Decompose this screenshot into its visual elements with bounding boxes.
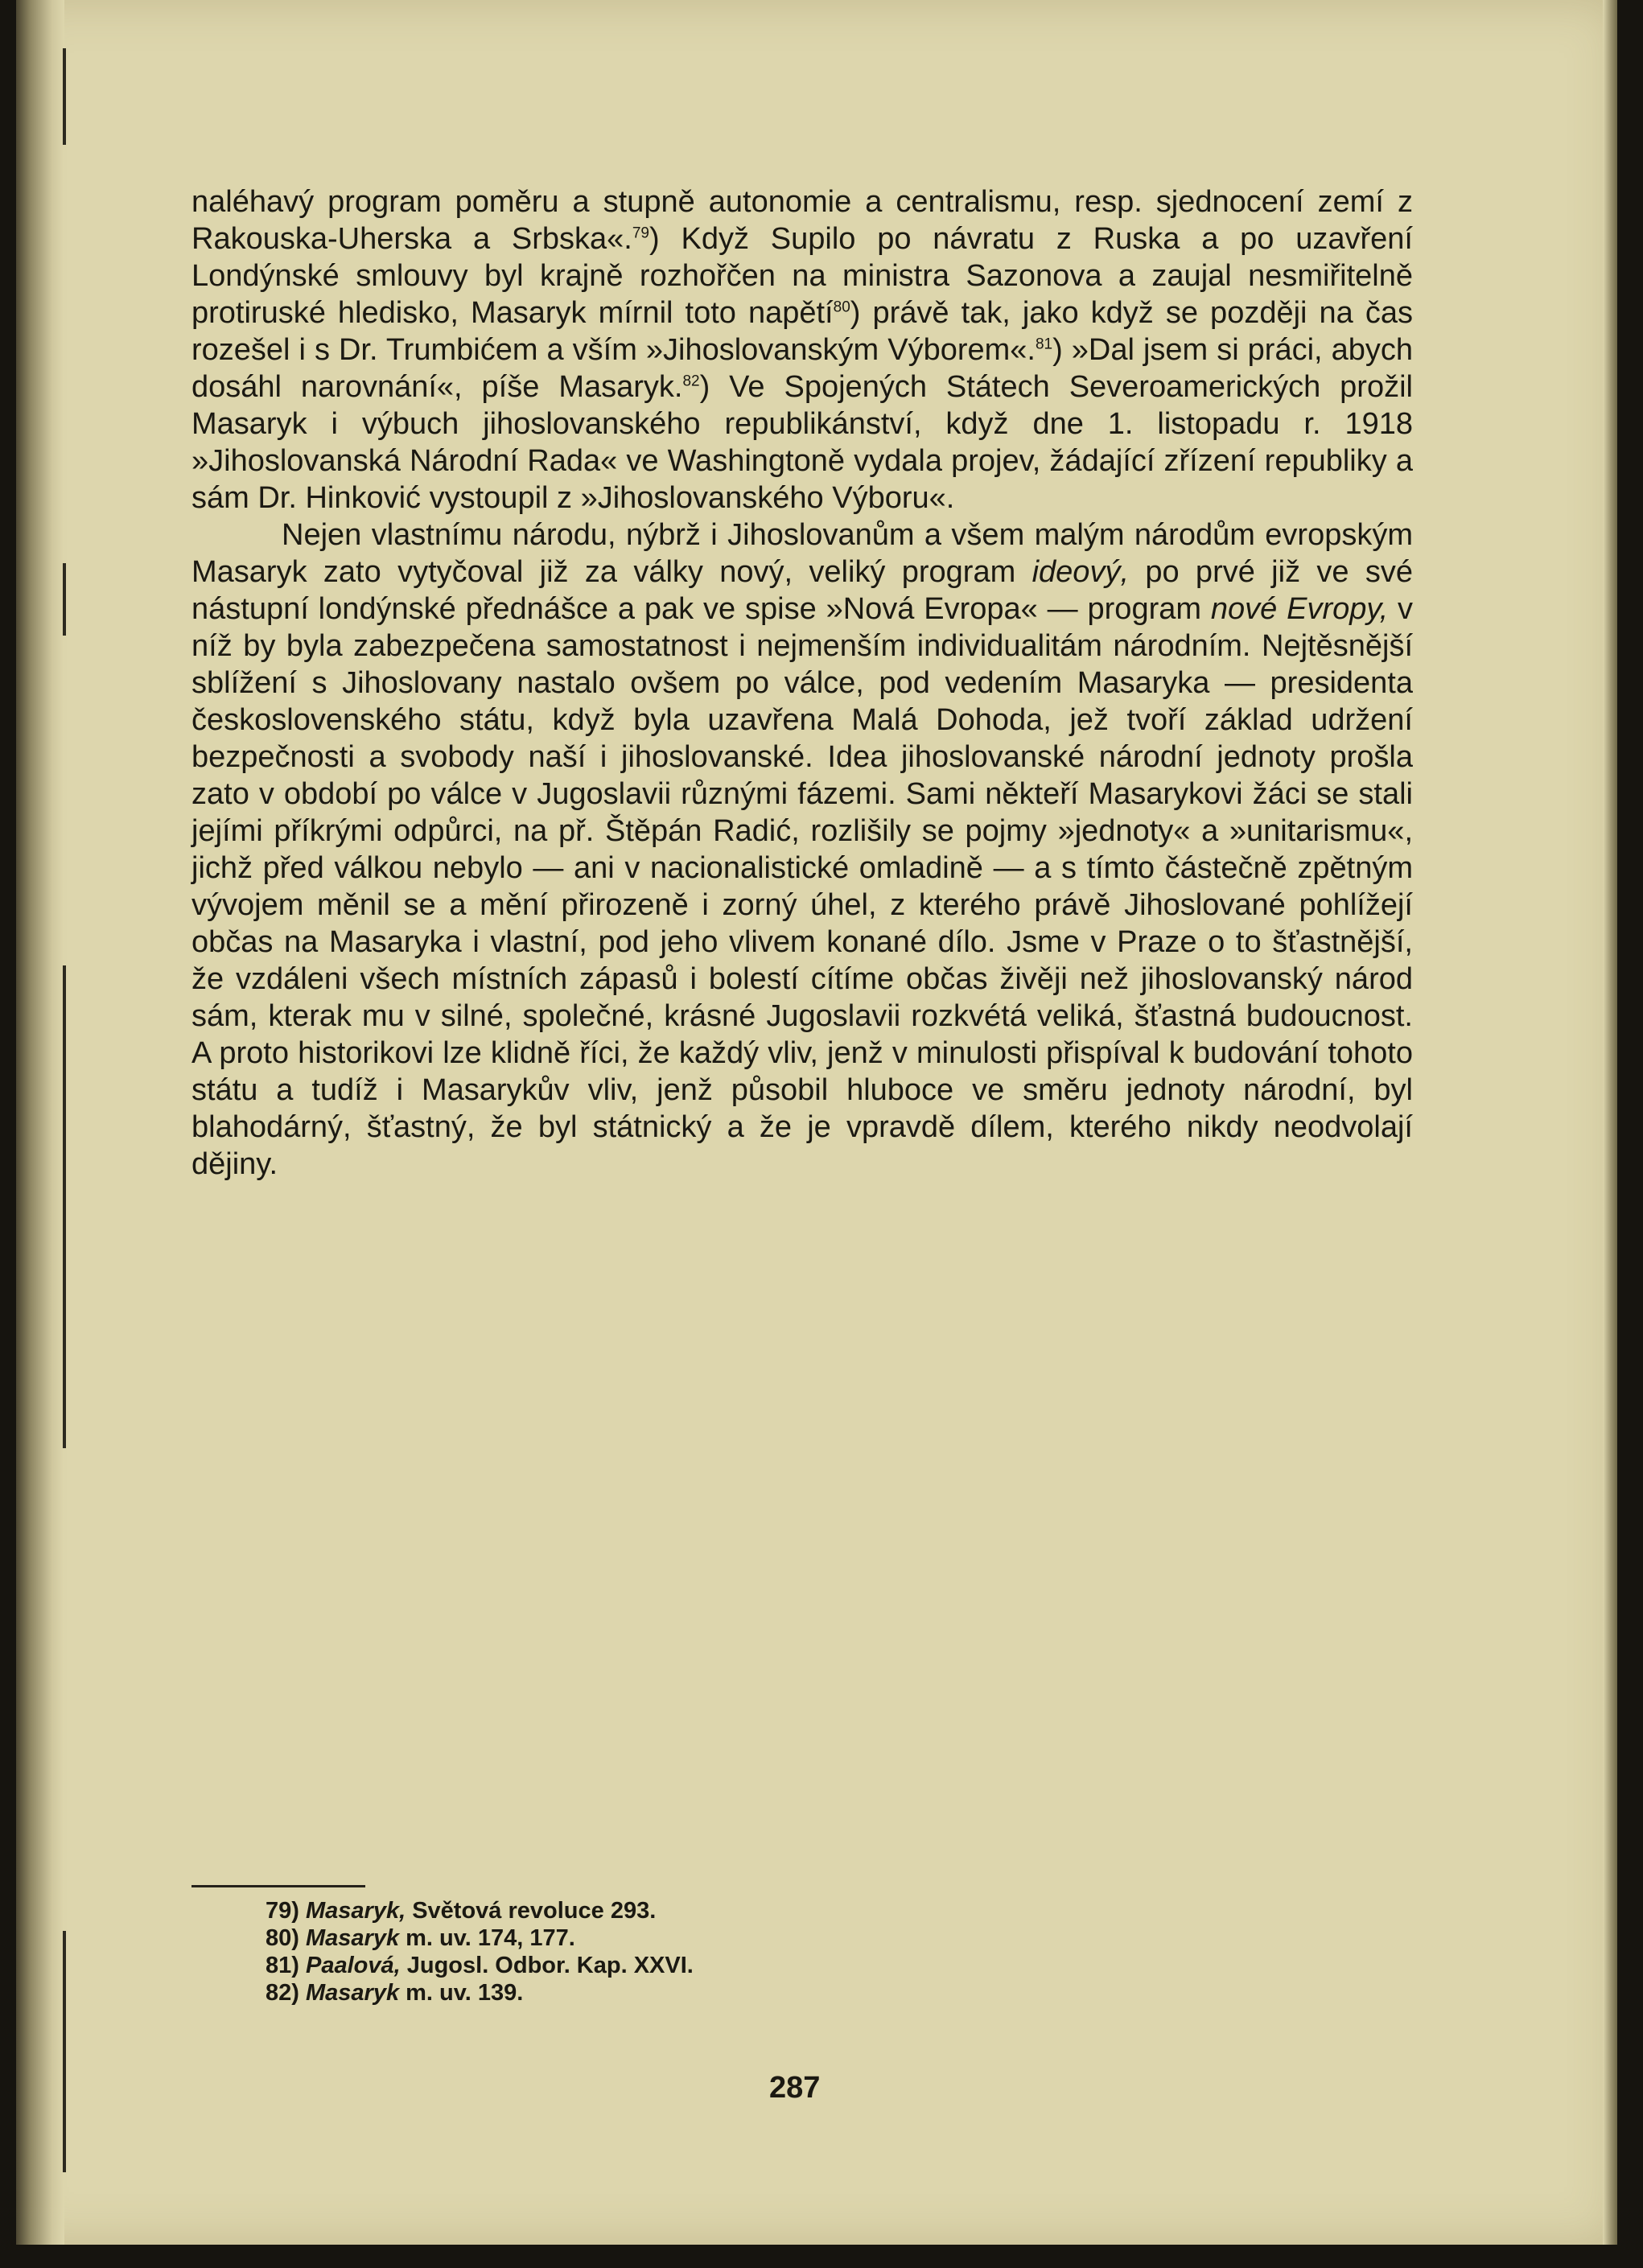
footnote-text: m. uv. 174, 177. [406,1925,575,1951]
footnote-ref: 82 [682,373,700,390]
footnote-mark: 82) [266,1980,299,2006]
text-run: naléhavý program poměru a stupně autonomie a centralismu, resp. sjednocení zemí z Rakouska-Uherska a Srbska«. [191,185,1413,256]
footnote-mark: 80) [266,1925,299,1951]
footnote-author: Paalová, [305,1953,401,1978]
footnote [266,1897,1151,1924]
binding-mark [63,48,66,145]
binding-mark [63,1931,66,2172]
text-run: v níž by byla zabezpečena samostatnost i nejmenším individualitám národním. Nejtěsnější sblížení s Jihoslovany nastalo ovšem po válce, pod vedením Masaryka — presidenta československého státu, když byla uzavřena Malá Dohoda, jež tvoří základ udržení bezpečnosti a svobody naší i jihoslovanské. Idea jihoslovanské národní jednoty prošla zato v období po válce v Jugoslavii různými fázemi. Sami někteří Masarykovi žáci se stali jejími příkrými odpůrci, na př. Štěpán Radić, rozlišily se pojmy »jednoty« a »unitarismu«, jichž před válkou nebylo — ani v nacionalistické omladině — a s tímto částečně zpětným vývojem měnil se a mění přirozeně i zorný úhel, z kterého právě Jihoslované pohlížejí občas na Masaryka i vlastní, pod jeho vlivem konané dílo. Jsme v Praze o to šťastnější, že vzdáleni všech místních zápasů i bolestí cítíme občas živěji než jihoslovanský národ sám, kterak mu v silné, společné, krásné Jugoslavii rozkvétá veliká, šťastná budoucnost. A proto historikovi lze klidně říci, že každý vliv, jenž v minulosti přispíval k budování tohoto státu a tudíž i Masarykův vliv, jenž působil hluboce ve směru jednoty národní, byl blahodárný, šťastný, že byl státnický a že je vpravdě dílem, kterého nikdy neodvolají dějiny. [191,592,1413,1181]
footnote-mark: 81) [266,1953,299,1978]
text-run: ) »Dal jsem si práci, abych dosáhl narovnání«, píše Masaryk. [191,333,1413,404]
main-text [191,183,1413,1183]
text-run: ) právě tak, jako když se později na čas rozešel i s Dr. Trumbićem a vším »Jihoslovanským Výborem«. [191,296,1414,367]
page-binding-shadow [16,0,64,2245]
footnote-mark: 79) [266,1898,299,1924]
footnote-ref: 79 [632,224,649,242]
paragraph [191,183,1413,517]
footnote-ref: 81 [1035,335,1053,353]
footnotes [266,1897,1151,2007]
footnote-divider [191,1885,365,1887]
text-run: ) Když Supilo po návratu z Ruska a po uzavření Londýnské smlouvy byl krajně rozhořčen na ministra Sazonova a zaujal nesmiřitelně protiruské hledisko, Masaryk mírnil toto napětí [191,222,1413,330]
paragraph [191,517,1413,1183]
footnote [266,1952,1151,1979]
footnote [266,1979,1151,2007]
page-number: 287 [769,2071,821,2105]
text-run: ) Ve Spojených Státech Severoamerických prožil Masaryk i výbuch jihoslovanského republikánství, když dne 1. listopadu r. 1918 »Jihoslovanská Národní Rada« ve Washingtoně vydala projev, žádající zřízení republiky a sám Dr. Hinković vystoupil z »Jihoslovanského Výboru«. [191,370,1413,515]
footnote-text: Světová revoluce 293. [412,1898,657,1924]
emphasis: nové Evropy, [1210,592,1389,626]
page-edge-shadow [1603,0,1617,2245]
footnote-author: Masaryk [305,1980,400,2006]
footnote-author: Masaryk, [305,1898,406,1924]
footnote-text: m. uv. 139. [406,1980,524,2006]
footnote-author: Masaryk [305,1925,400,1951]
footnote-ref: 80 [833,298,850,316]
binding-mark [63,965,66,1448]
text-run: Nejen vlastnímu národu, nýbrž i Jihoslovanům a všem malým národům evropským Masaryk zato vytyčoval již za války nový, veliký program [191,518,1413,589]
text-run: po prvé již ve své nástupní londýnské přednášce a pak ve spise »Nová Evropa« — program [191,555,1413,626]
emphasis: ideový, [1032,555,1129,589]
footnote-text: Jugosl. Odbor. Kap. XXVI. [406,1953,694,1978]
book-page [16,0,1617,2245]
binding-mark [63,563,66,636]
footnote [266,1924,1151,1952]
